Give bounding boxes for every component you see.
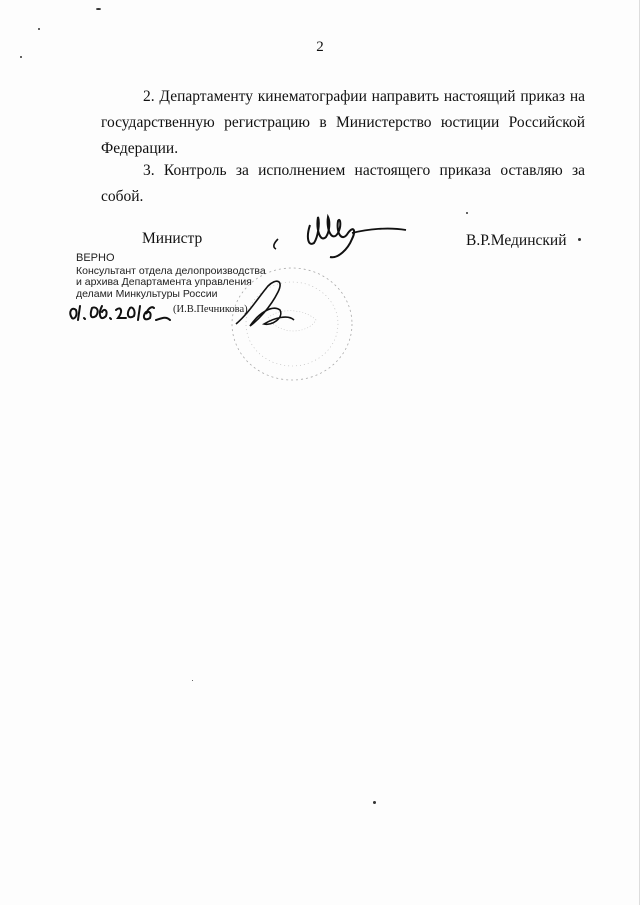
paragraph-control: 3. Контроль за исполнением настоящего приказа оставляю за собой. (101, 162, 585, 205)
certification-line: Консультант отдела делопроизводства (76, 264, 266, 277)
signatory-name: В.Р.Мединский (466, 232, 567, 249)
scan-speck (373, 801, 376, 804)
minister-signature (268, 203, 418, 263)
scan-speck (578, 238, 581, 241)
certification-line: и архива Департамента управления (76, 276, 252, 288)
certification-title: ВЕРНО (76, 252, 115, 264)
certifier-signature (228, 274, 308, 334)
certification-line: делами Минкультуры России (76, 287, 218, 300)
scan-speck (466, 212, 468, 214)
scan-speck (20, 56, 22, 58)
scan-speck (38, 28, 40, 30)
scan-speck (192, 680, 193, 681)
handwritten-date (66, 298, 176, 328)
page-number: 2 (316, 39, 324, 55)
certifier-name: (И.В.Печникова) (173, 304, 248, 315)
signatory-title: Министр (142, 230, 203, 247)
paragraph-registration: 2. Департаменту кинематографии направить настоящий приказ на государственную регистрацию в Министерство юстиции Российской Федерации. (101, 88, 585, 157)
scan-speck (96, 8, 101, 10)
